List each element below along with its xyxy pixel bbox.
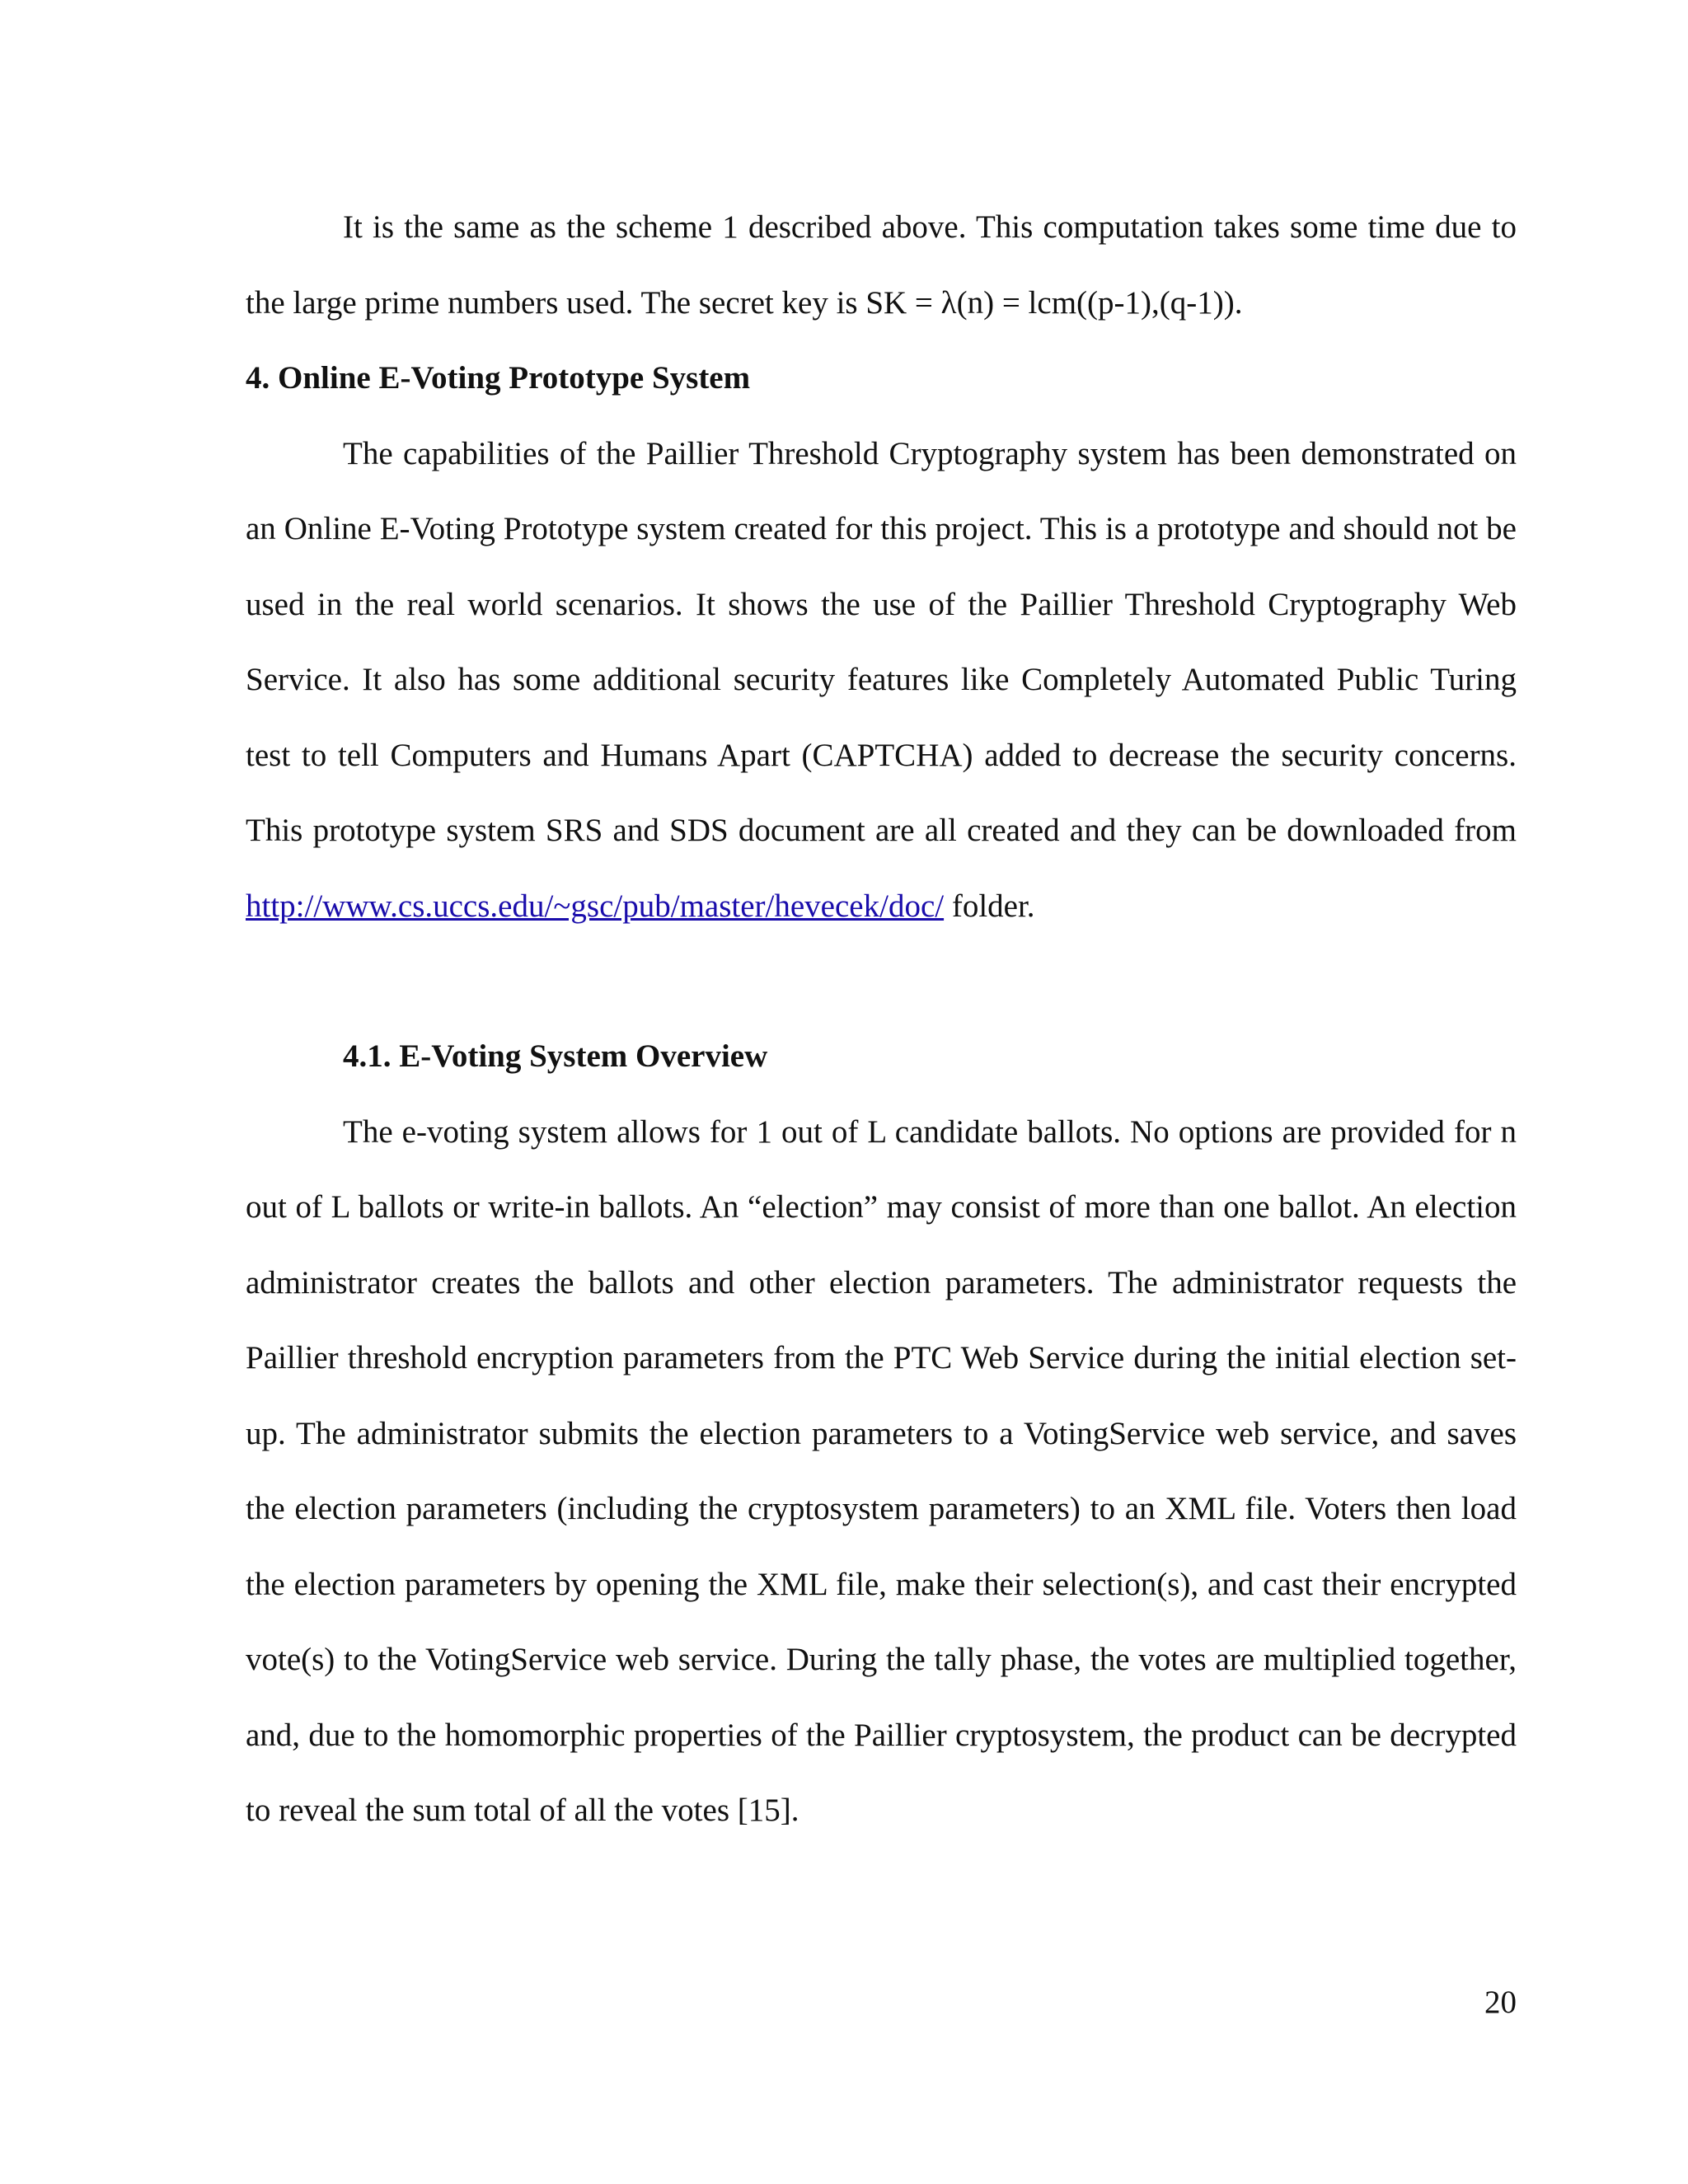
section-4-paragraph-text: The capabilities of the Paillier Threshold Cryptography system has been demonstrated on an Online E-Voting Prototype system created for this project. This is a prototype and should not be used in the real world scenarios. It shows the use of the Paillier Threshold Cryptography Web Service. It also has some additional security features like Completely Automated Public Turing test to tell Computers and Humans Apart (CAPTCHA) added to decrease the security concerns. This prototype system SRS and SDS document are all created and they can be downloaded from — [246, 435, 1517, 848]
section-4-1-paragraph: The e-voting system allows for 1 out of L candidate ballots. No options are provided for n out of L ballots or write-in ballots. An “election” may consist of more than one ballot. An election administrator creates the ballots and other election parameters. The administrator requests the Paillier threshold encryption parameters from the PTC Web Service during the initial election set-up. The administrator submits the election parameters to a VotingService web service, and saves the election parameters (including the cryptosystem parameters) to an XML file. Voters then load the election parameters by opening the XML file, make their selection(s), and cast their encrypted vote(s) to the VotingService web service. During the tally phase, the votes are multiplied together, and, due to the homomorphic properties of the Paillier cryptosystem, the product can be decrypted to reveal the sum total of all the votes [15]. — [246, 1113, 1517, 1828]
intro-paragraph: It is the same as the scheme 1 described above. This computation takes some time due to the large prime numbers used. The secret key is SK = λ(n) = lcm((p-1),(q-1)). — [246, 209, 1517, 321]
section-4-paragraph-suffix: folder. — [944, 888, 1035, 924]
page-content — [246, 190, 1517, 1849]
section-4-heading: 4. Online E-Voting Prototype System — [246, 360, 751, 396]
section-4-paragraph — [246, 416, 1517, 944]
section-gap — [246, 944, 1517, 1019]
doc-folder-link[interactable]: http://www.cs.uccs.edu/~gsc/pub/master/hevecek/doc/ — [246, 888, 945, 924]
section-4-1-heading: 4.1. E-Voting System Overview — [343, 1038, 768, 1074]
page-number: 20 — [1484, 1985, 1517, 2020]
